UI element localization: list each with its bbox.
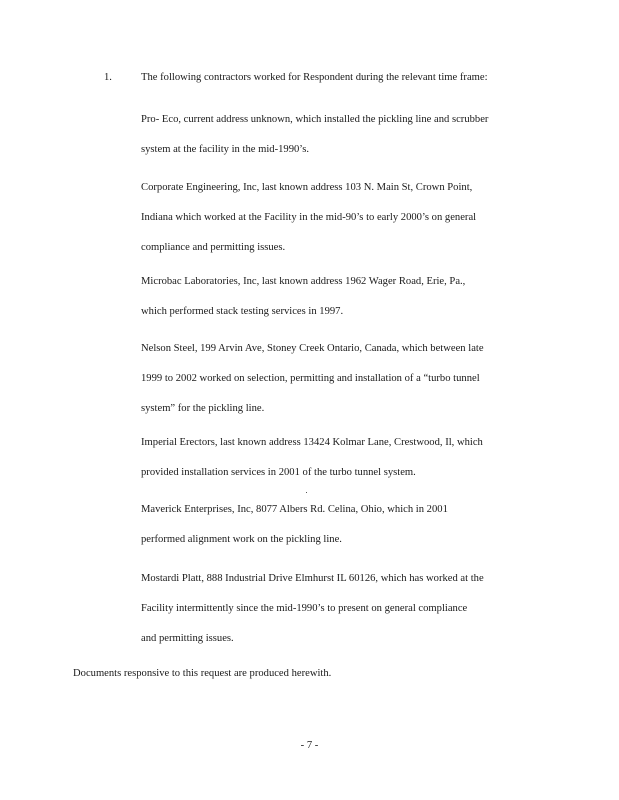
contractor-line: Corporate Engineering, Inc, last known address 103 N. Main St, Crown Point, <box>141 182 473 193</box>
contractor-line: 1999 to 2002 worked on selection, permitting and installation of a “turbo tunnel <box>141 373 480 384</box>
contractor-line: Facility intermittently since the mid-1990’s to present on general compliance <box>141 603 468 614</box>
closing-statement: Documents responsive to this request are produced herewith. <box>73 668 332 679</box>
contractor-imperial-erectors <box>141 436 561 496</box>
contractor-line: compliance and permitting issues. <box>141 242 286 253</box>
contractor-corporate-engineering <box>141 181 561 271</box>
contractor-line: which performed stack testing services in 1997. <box>141 306 344 317</box>
contractor-line: Mostardi Platt, 888 Industrial Drive Elmhurst IL 60126, which has worked at the <box>141 573 484 584</box>
scan-speck <box>306 492 307 493</box>
item-intro: The following contractors worked for Respondent during the relevant time frame: <box>141 72 488 83</box>
contractor-line: system at the facility in the mid-1990’s. <box>141 144 309 155</box>
contractor-maverick-enterprises <box>141 503 561 563</box>
contractor-line: Indiana which worked at the Facility in the mid-90’s to early 2000’s on general <box>141 212 477 223</box>
contractor-microbac-laboratories <box>141 275 561 335</box>
contractor-line: Nelson Steel, 199 Arvin Ave, Stoney Creek Ontario, Canada, which between late <box>141 343 484 354</box>
contractor-mostardi-platt <box>141 572 561 662</box>
contractor-line: Microbac Laboratories, Inc, last known address 1962 Wager Road, Erie, Pa., <box>141 276 466 287</box>
contractor-line: system” for the pickling line. <box>141 403 265 414</box>
page-number: - 7 - <box>300 740 319 751</box>
contractor-pro-eco <box>141 113 561 173</box>
contractor-line: performed alignment work on the pickling line. <box>141 534 342 545</box>
contractor-line: Maverick Enterprises, Inc, 8077 Albers Rd. Celina, Ohio, which in 2001 <box>141 504 448 515</box>
contractor-nelson-steel <box>141 342 561 432</box>
contractor-line: and permitting issues. <box>141 633 234 644</box>
item-number: 1. <box>104 72 112 83</box>
contractor-line: Pro- Eco, current address unknown, which installed the pickling line and scrubber <box>141 114 489 125</box>
contractor-line: Imperial Erectors, last known address 13424 Kolmar Lane, Crestwood, Il, which <box>141 437 483 448</box>
contractor-line: provided installation services in 2001 of the turbo tunnel system. <box>141 467 416 478</box>
